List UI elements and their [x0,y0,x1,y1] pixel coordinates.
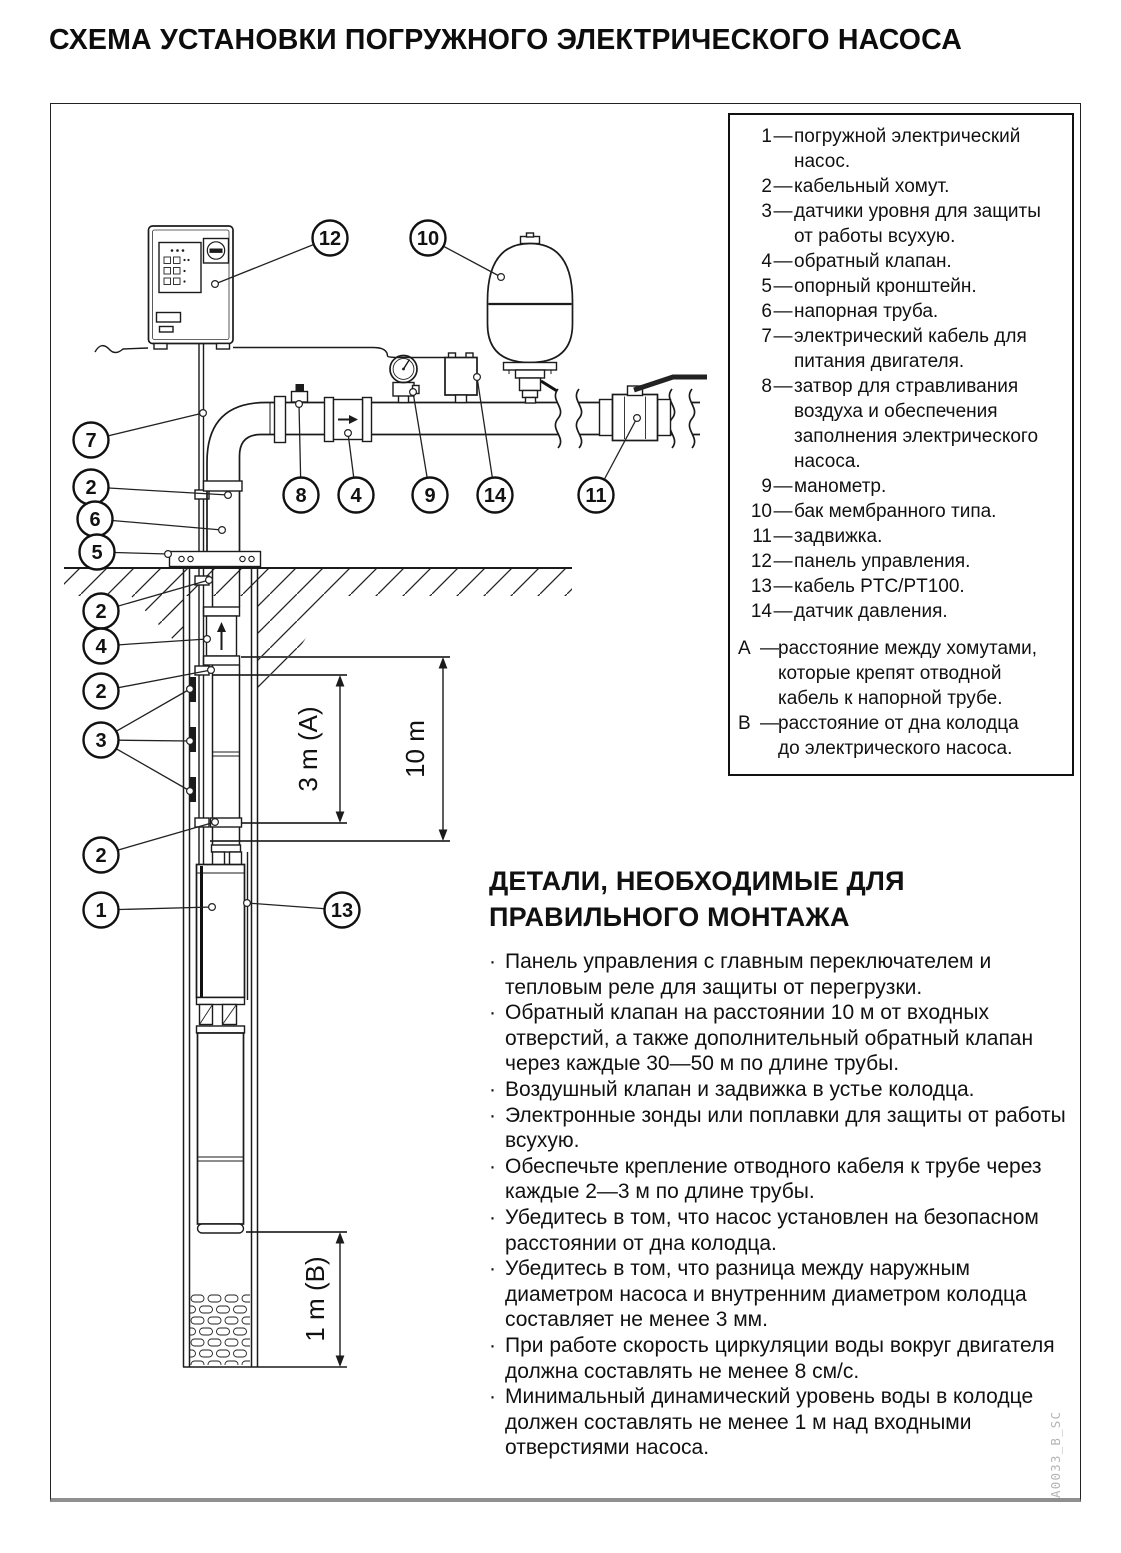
callout-4 [84,629,211,664]
legend-item: 9 — манометр. [761,476,887,497]
svg-text:2: 2 [85,477,97,499]
well-gravel [190,1293,250,1365]
control-panel [149,226,234,349]
details-bullet: · Электронные зонды или поплавки для защиты от работы всухую. [489,1103,1066,1153]
legend-note: B — расстояние от дна колодца до электрического насоса. [738,713,1019,759]
details-bullet: · Панель управления с главным переключателем и тепловым реле для защиты от перегрузки. [489,950,992,999]
dimension-label: 3 m (A) [293,706,323,792]
details-bullet: · Обеспечьте крепление отводного кабеля к трубе через каждые 2—3 м по длине трубы. [489,1154,1042,1204]
callout-5 [80,535,172,570]
callout-8 [284,401,319,513]
svg-text:2: 2 [95,601,107,623]
legend-item: 10 — бак мембранного типа. [750,501,997,522]
membrane-tank [488,233,573,403]
callout-9 [410,389,448,513]
page-title: СХЕМА УСТАНОВКИ ПОГРУЖНОГО ЭЛЕКТРИЧЕСКОГО НАСОСА [49,24,963,56]
svg-text:14: 14 [483,485,507,507]
details-bullet: · Убедитесь в том, что насос установлен на безопасном расстоянии от дна колодца. [489,1205,1039,1255]
svg-text:8: 8 [295,485,307,507]
details-bullet: · Воздушный клапан и задвижка в устье колодца. [489,1077,975,1101]
svg-text:6: 6 [89,509,101,531]
legend-item: 7 — электрический кабель для питания двигателя. [761,326,1027,372]
callout-7 [74,410,207,458]
svg-text:12: 12 [318,228,342,250]
dimension-label: 1 m (B) [300,1256,330,1342]
svg-text:5: 5 [91,542,103,564]
legend-item: 2 — кабельный хомут. [761,176,950,197]
svg-text:9: 9 [424,485,436,507]
svg-text:2: 2 [95,845,107,867]
svg-text:4: 4 [95,636,107,658]
svg-text:10: 10 [416,228,440,250]
legend-item: 12 — панель управления. [750,551,971,572]
legend-item: 13 — кабель PTC/PT100. [750,576,965,597]
pressure-sensor [445,353,477,403]
svg-text:4: 4 [350,485,362,507]
svg-text:3: 3 [95,730,107,752]
svg-text:2: 2 [95,681,107,703]
legend-item: 14 — датчик давления. [750,601,948,622]
ground-hatching [64,568,572,710]
details-bullet: · Убедитесь в том, что разница между наружным диаметром насоса и внутренним диаметром колодца составляет не менее 3 мм. [489,1257,1027,1332]
callout-14 [474,374,513,513]
legend-item: 1 — погружной электрический насос. [761,126,1021,172]
power-cable [195,343,209,864]
svg-text:7: 7 [85,430,97,452]
details-bullet: · При работе скорость циркуляции воды вокруг двигателя должна составлять не менее 8 см/с. [489,1333,1055,1383]
legend-notes [738,636,1066,761]
details-heading: ДЕТАЛИ, НЕОБХОДИМЫЕ ДЛЯ ПРАВИЛЬНОГО МОНТАЖА [489,866,905,932]
legend-item: 8 — затвор для стравливания воздуха и обеспечения заполнения электрического насоса. [761,376,1039,472]
callout-1 [84,893,216,928]
legend-item: 11 — задвижка. [752,526,883,547]
legend-panel [728,113,1074,776]
doc-code: A0033_B_SC [1048,1410,1063,1498]
panel-cable-run [95,346,445,358]
svg-text:11: 11 [585,485,607,507]
legend-item: 3 — датчики уровня для защиты от работы всухую. [761,201,1041,247]
main-switch-knob [204,239,229,264]
callout-13 [244,893,360,928]
legend-item: 5 — опорный кронштейн. [761,276,977,297]
dimension-label: 10 m [400,720,430,778]
support-bracket [170,552,261,567]
svg-text:1: 1 [95,900,107,922]
legend-items [738,124,1066,624]
legend-note: A — расстояние между хомутами, которые крепят отводной кабель к напорной трубе. [738,638,1038,709]
legend-item: 4 — обратный клапан. [761,251,952,272]
callout-10 [411,221,505,281]
details-bullet-list [489,949,1067,1461]
dimension-labels [293,706,430,1341]
air-valve [292,384,308,402]
svg-text:13: 13 [330,900,354,922]
dimension-lines [336,657,448,1367]
details-bullet: · Минимальный динамический уровень воды в колодце должен составлять не менее 1 м над входными отверстиями насоса. [489,1385,1034,1460]
details-bullet: · Обратный клапан на расстоянии 10 м от входных отверстий, а также дополнительный обратный клапан через каждые 30—50 м по длине трубы. [489,1001,1034,1076]
legend-item: 6 — напорная труба. [761,301,939,322]
submersible-pump [197,852,248,1233]
